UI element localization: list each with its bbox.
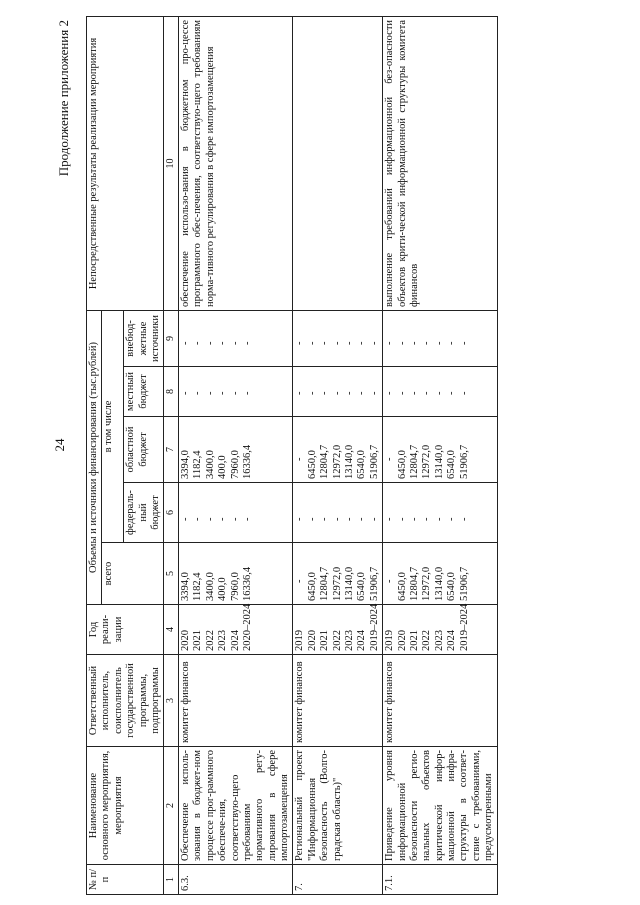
years-value: 2022 xyxy=(331,630,343,651)
row-years-values xyxy=(293,605,383,655)
federal-value: - xyxy=(396,517,408,521)
column-number: 3 xyxy=(164,655,179,747)
regional-value: 51906,7 xyxy=(368,444,380,479)
extra-value: - xyxy=(319,341,331,345)
extra-value: - xyxy=(229,341,241,345)
local-value: - xyxy=(368,391,380,395)
regional-value: 6450,0 xyxy=(396,450,408,479)
total-value: 6450,0 xyxy=(396,572,408,601)
years-value: 2021 xyxy=(192,630,204,651)
total-value: 13140,0 xyxy=(343,566,355,601)
column-number: 1 xyxy=(164,865,179,895)
total-value: 51906,7 xyxy=(458,566,470,601)
total-value: 12804,7 xyxy=(408,566,420,601)
row-extra-values xyxy=(383,310,497,366)
local-value: - xyxy=(192,391,204,395)
total-value: 7960,0 xyxy=(229,572,241,601)
years-value: 2020 xyxy=(180,630,192,651)
row-number: 7. xyxy=(293,865,383,895)
total-value: 16336,4 xyxy=(242,566,253,601)
years-value: 2021 xyxy=(319,630,331,651)
years-value: 2019–2024 xyxy=(458,603,470,651)
federal-value: - xyxy=(319,517,331,521)
row-federal-values xyxy=(293,483,383,543)
regional-value: 12972,0 xyxy=(331,444,343,479)
total-value: 12972,0 xyxy=(421,566,433,601)
federal-value: - xyxy=(242,517,253,521)
extra-value: - xyxy=(408,341,420,345)
regional-value: - xyxy=(294,457,306,461)
years-value: 2020 xyxy=(306,630,318,651)
years-value: 2020–2024 xyxy=(242,603,253,651)
column-number: 2 xyxy=(164,747,179,865)
total-value: - xyxy=(384,579,396,583)
header-number: № п/п xyxy=(87,865,164,895)
federal-value: - xyxy=(294,517,306,521)
row-measure-name: Региональный проект "Информационная безопасность (Волго-градская область)" xyxy=(293,747,383,865)
local-value: - xyxy=(384,391,396,395)
extra-value: - xyxy=(433,341,445,345)
row-total-values xyxy=(293,543,383,605)
regional-value: 16336,4 xyxy=(242,444,253,479)
row-measure-name: Обеспечение исполь-зования в бюджет-ном процессе прог-раммного обеспече-ния, соответствую-щего требованиям нормативного регу-лирования в сфере импортозамещения xyxy=(179,747,293,865)
column-number: 6 xyxy=(164,483,179,543)
regional-value: 12804,7 xyxy=(408,444,420,479)
regional-value: 7960,0 xyxy=(229,450,241,479)
federal-value: - xyxy=(421,517,433,521)
row-federal-values xyxy=(179,483,293,543)
total-value: 400,0 xyxy=(217,577,229,601)
financing-table xyxy=(86,16,498,895)
header-financing-group: Объемы и источники финансирования (тыс.рублей) xyxy=(87,310,102,604)
local-value: - xyxy=(294,391,306,395)
regional-value: 3400,0 xyxy=(204,450,216,479)
row-result xyxy=(293,16,383,310)
years-value: 2023 xyxy=(343,630,355,651)
table-row xyxy=(383,16,497,894)
total-value: 3400,0 xyxy=(204,572,216,601)
extra-value: - xyxy=(446,341,458,345)
extra-value: - xyxy=(331,341,343,345)
total-value: 12804,7 xyxy=(319,566,331,601)
federal-value: - xyxy=(356,517,368,521)
column-number-row xyxy=(164,16,179,894)
row-extra-values xyxy=(293,310,383,366)
row-number: 6.3. xyxy=(179,865,293,895)
total-value: - xyxy=(294,579,306,583)
extra-value: - xyxy=(368,341,380,345)
federal-value: - xyxy=(306,517,318,521)
regional-value: - xyxy=(384,457,396,461)
extra-value: - xyxy=(458,341,470,345)
row-total-values xyxy=(179,543,293,605)
row-years-values xyxy=(179,605,293,655)
row-executor: комитет финансов xyxy=(383,655,497,747)
row-extra-values xyxy=(179,310,293,366)
local-value: - xyxy=(319,391,331,395)
federal-value: - xyxy=(192,517,204,521)
federal-value: - xyxy=(446,517,458,521)
column-number: 10 xyxy=(164,16,179,310)
years-value: 2024 xyxy=(356,630,368,651)
row-regional-values xyxy=(383,417,497,483)
row-measure-name: Приведение уровня информационной безопасности регио-нальных объектов критической инфор-мационной инфра-структуры в соответ-ствие с требованиями, предусмотренными xyxy=(383,747,497,865)
years-value: 2024 xyxy=(229,630,241,651)
regional-value: 12972,0 xyxy=(421,444,433,479)
column-number: 5 xyxy=(164,543,179,605)
row-local-values xyxy=(179,367,293,417)
local-value: - xyxy=(306,391,318,395)
years-value: 2022 xyxy=(421,630,433,651)
local-value: - xyxy=(421,391,433,395)
extra-value: - xyxy=(192,341,204,345)
extra-value: - xyxy=(343,341,355,345)
row-executor: комитет финансов xyxy=(293,655,383,747)
local-value: - xyxy=(356,391,368,395)
years-value: 2019 xyxy=(294,630,306,651)
row-local-values xyxy=(293,367,383,417)
table-body xyxy=(179,16,497,894)
column-number: 8 xyxy=(164,367,179,417)
total-value: 51906,7 xyxy=(368,566,380,601)
local-value: - xyxy=(446,391,458,395)
local-value: - xyxy=(229,391,241,395)
page-number: 24 xyxy=(52,438,67,452)
regional-value: 6450,0 xyxy=(306,450,318,479)
table-row xyxy=(293,16,383,894)
federal-value: - xyxy=(458,517,470,521)
regional-value: 13140,0 xyxy=(343,444,355,479)
extra-value: - xyxy=(384,341,396,345)
appendix-title: Продолжение приложения 2 xyxy=(56,20,71,177)
federal-value: - xyxy=(204,517,216,521)
header-executor: Ответственный исполнитель, соисполнитель государственной программы, подпрограммы xyxy=(87,655,164,747)
extra-value: - xyxy=(356,341,368,345)
federal-value: - xyxy=(368,517,380,521)
regional-value: 1182,4 xyxy=(192,450,204,479)
column-number: 7 xyxy=(164,417,179,483)
federal-value: - xyxy=(229,517,241,521)
table-row xyxy=(179,16,293,894)
extra-value: - xyxy=(217,341,229,345)
extra-value: - xyxy=(180,341,192,345)
header-total: всего xyxy=(102,543,164,605)
row-number: 7.1. xyxy=(383,865,497,895)
total-value: 1182,4 xyxy=(192,572,204,601)
row-result: выполнение требований информационной без-опасности объектов крити-ческой информационной структуры комитета финансов xyxy=(383,16,497,310)
total-value: 12972,0 xyxy=(331,566,343,601)
header-results: Непосредственные результаты реализации мероприятия xyxy=(87,16,164,310)
years-value: 2023 xyxy=(433,630,445,651)
total-value: 13140,0 xyxy=(433,566,445,601)
row-total-values xyxy=(383,543,497,605)
regional-value: 400,0 xyxy=(217,455,229,479)
local-value: - xyxy=(242,391,253,395)
row-years-values xyxy=(383,605,497,655)
local-value: - xyxy=(180,391,192,395)
years-value: 2021 xyxy=(408,630,420,651)
row-regional-values xyxy=(293,417,383,483)
extra-value: - xyxy=(204,341,216,345)
years-value: 2020 xyxy=(396,630,408,651)
local-value: - xyxy=(408,391,420,395)
federal-value: - xyxy=(331,517,343,521)
years-value: 2023 xyxy=(217,630,229,651)
total-value: 6540,0 xyxy=(446,572,458,601)
years-value: 2019–2024 xyxy=(368,603,380,651)
local-value: - xyxy=(204,391,216,395)
federal-value: - xyxy=(433,517,445,521)
local-value: - xyxy=(217,391,229,395)
row-federal-values xyxy=(383,483,497,543)
local-value: - xyxy=(396,391,408,395)
regional-value: 6540,0 xyxy=(356,450,368,479)
regional-value: 3394,0 xyxy=(180,450,192,479)
years-value: 2022 xyxy=(204,630,216,651)
years-value: 2024 xyxy=(446,630,458,651)
regional-value: 13140,0 xyxy=(433,444,445,479)
local-value: - xyxy=(433,391,445,395)
extra-value: - xyxy=(242,341,253,345)
header-regional: областной бюджет xyxy=(124,417,164,483)
column-number: 9 xyxy=(164,310,179,366)
local-value: - xyxy=(331,391,343,395)
row-regional-values xyxy=(179,417,293,483)
federal-value: - xyxy=(408,517,420,521)
regional-value: 12804,7 xyxy=(319,444,331,479)
header-federal: федераль-ный бюджет xyxy=(124,483,164,543)
local-value: - xyxy=(458,391,470,395)
regional-value: 51906,7 xyxy=(458,444,470,479)
row-local-values xyxy=(383,367,497,417)
federal-value: - xyxy=(217,517,229,521)
row-executor: комитет финансов xyxy=(179,655,293,747)
local-value: - xyxy=(343,391,355,395)
extra-value: - xyxy=(306,341,318,345)
header-extrabudgetary: внебюд-жетные источники xyxy=(124,310,164,366)
federal-value: - xyxy=(384,517,396,521)
federal-value: - xyxy=(343,517,355,521)
years-value: 2019 xyxy=(384,630,396,651)
extra-value: - xyxy=(421,341,433,345)
total-value: 6450,0 xyxy=(306,572,318,601)
federal-value: - xyxy=(180,517,192,521)
total-value: 6540,0 xyxy=(356,572,368,601)
column-number: 4 xyxy=(164,605,179,655)
header-including: в том числе xyxy=(102,310,124,542)
header-name: Наименование основного мероприятия, мероприятия xyxy=(87,747,164,865)
regional-value: 6540,0 xyxy=(446,450,458,479)
header-local: местный бюджет xyxy=(124,367,164,417)
header-year: Год реали-зации xyxy=(87,605,164,655)
extra-value: - xyxy=(396,341,408,345)
row-result: обеспечение использо-вания в бюджетном про-цессе программного обес-печения, соответствую-щего требованиям норма-тивного регулирования в сфере импортозамещения xyxy=(179,16,293,310)
extra-value: - xyxy=(294,341,306,345)
total-value: 3394,0 xyxy=(180,572,192,601)
